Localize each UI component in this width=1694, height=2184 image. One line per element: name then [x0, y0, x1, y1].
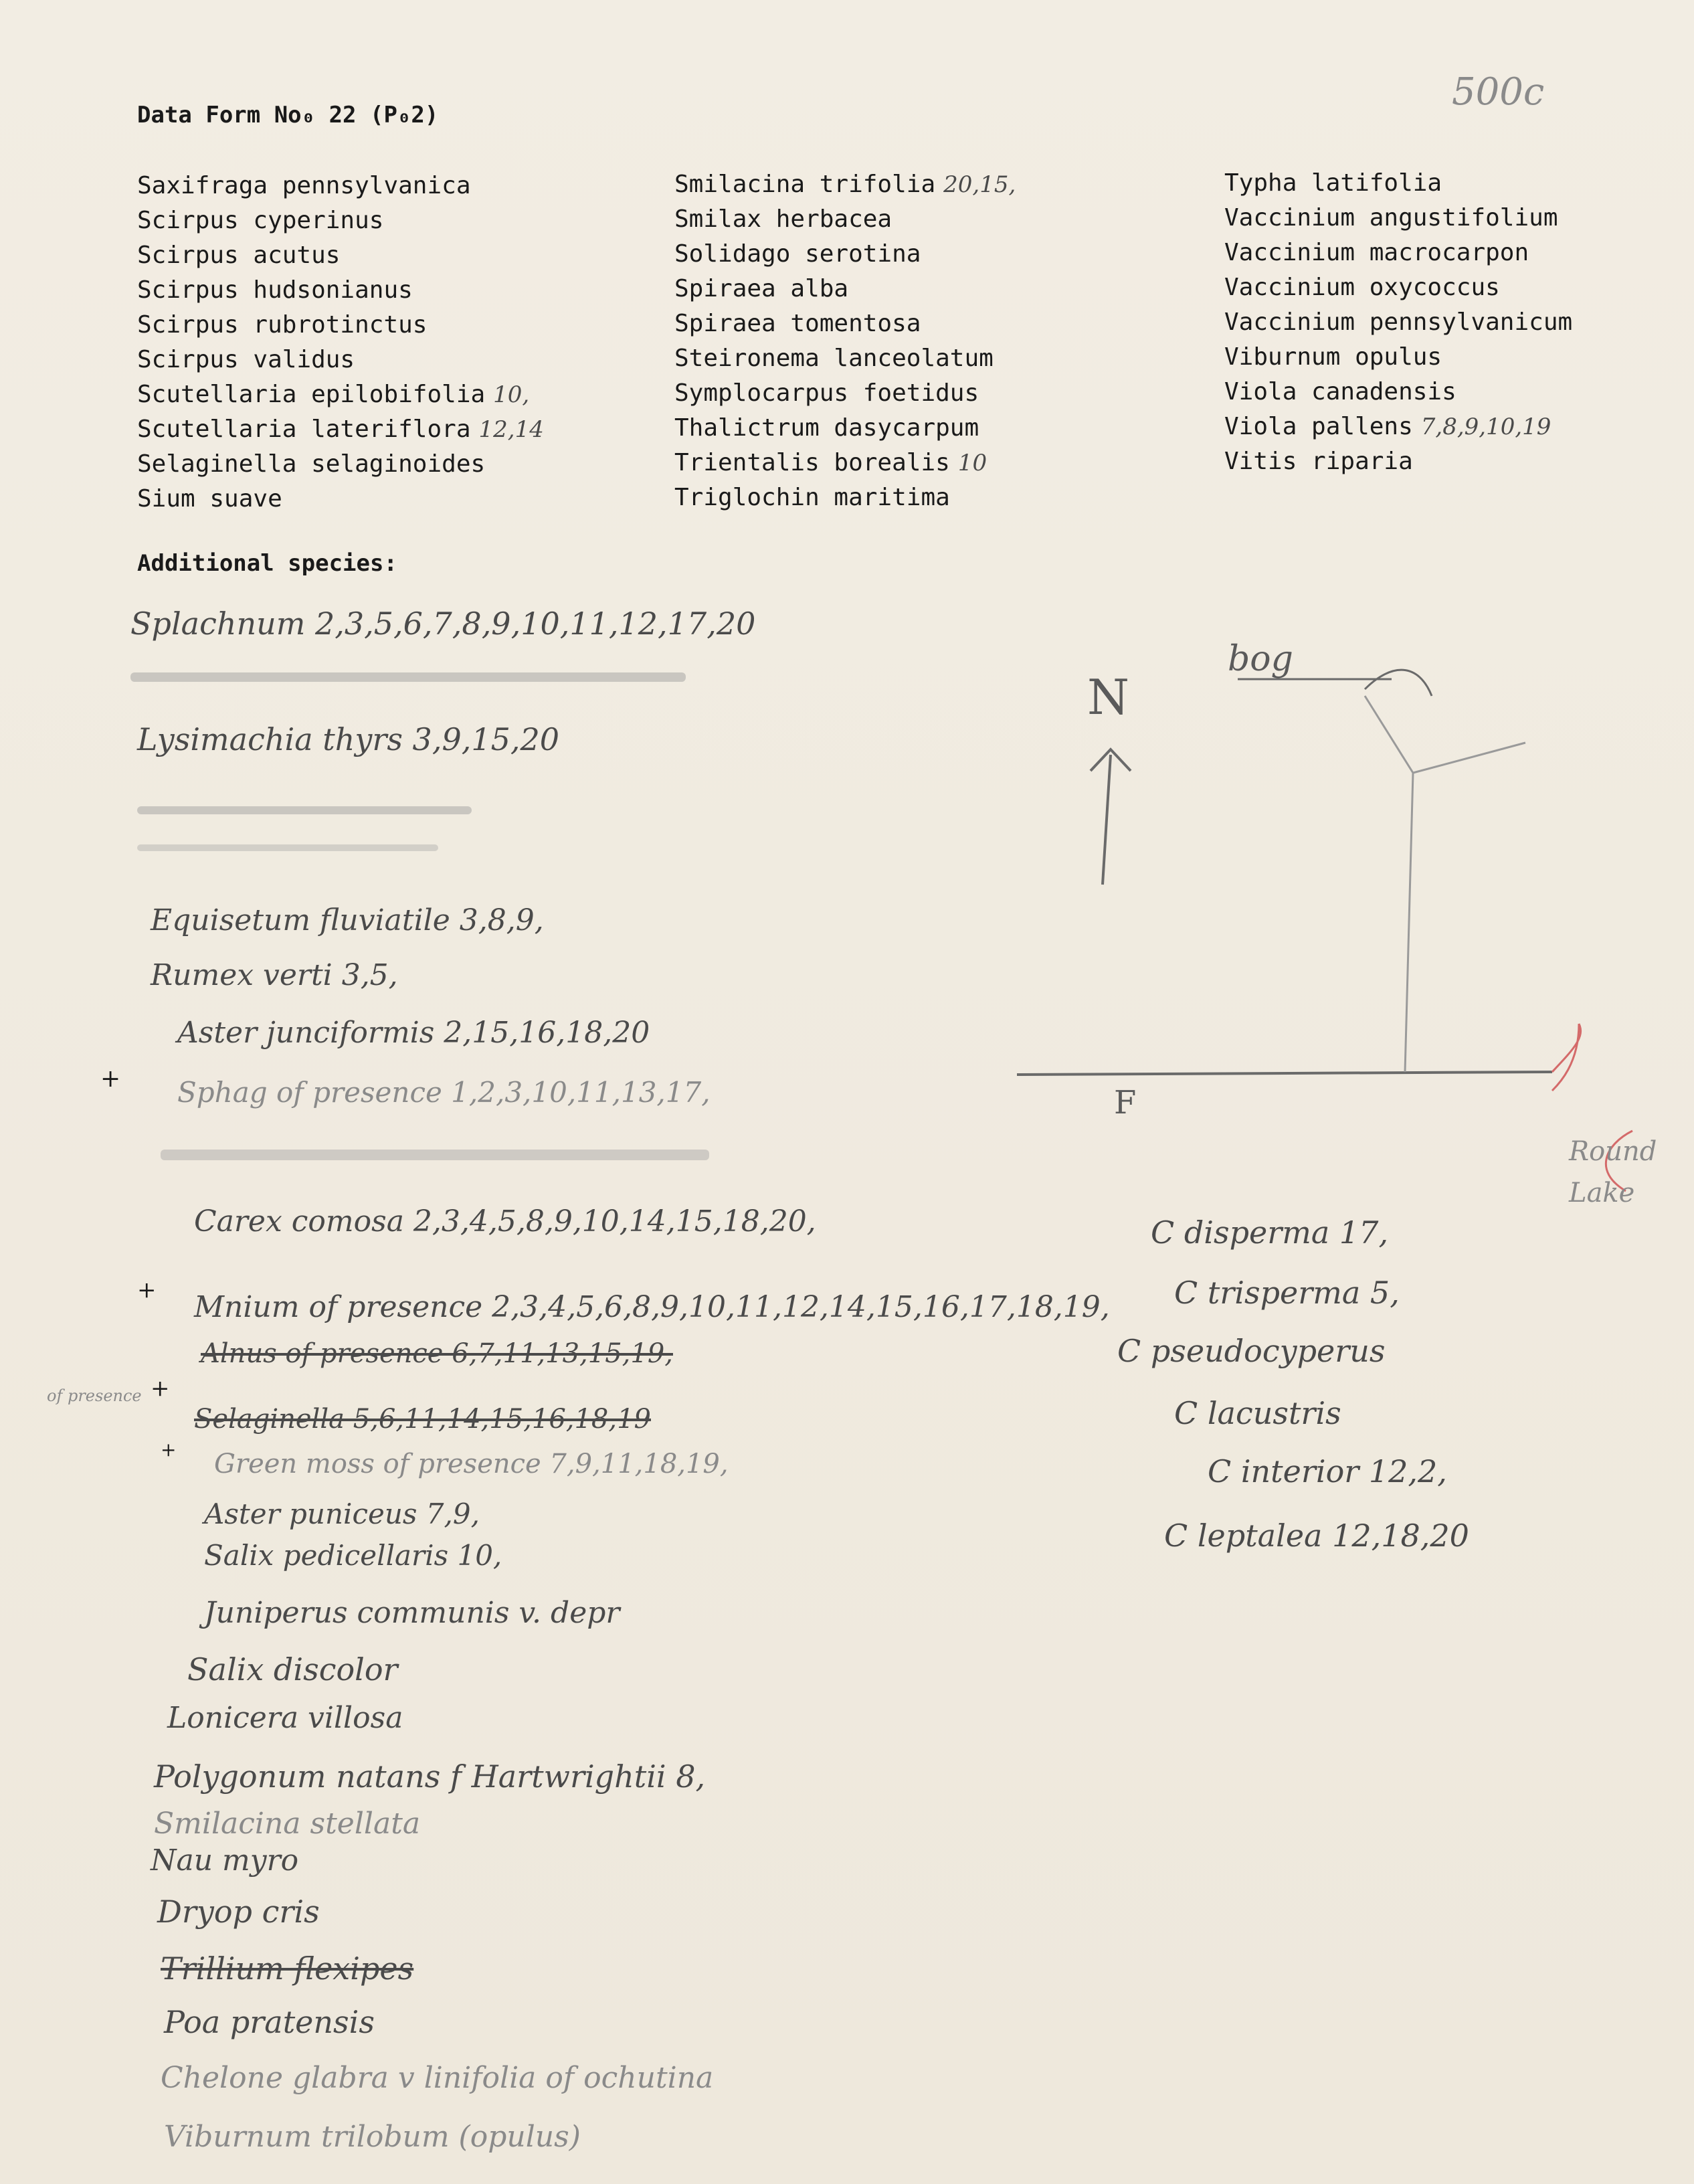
handwritten-entry: Trillium flexipes — [161, 1950, 414, 1987]
species-column-1 — [137, 169, 544, 517]
species-column-3 — [1224, 166, 1572, 479]
handwritten-entry: C lacustris — [1174, 1395, 1341, 1431]
handwritten-entry: C interior 12,2, — [1208, 1453, 1447, 1489]
path-line — [1405, 773, 1413, 1072]
species-item: Saxifraga pennsylvanica — [137, 172, 471, 199]
species-item: Viola pallens 7,8,9,10,19 — [1224, 413, 1551, 440]
handwritten-entry: Carex comosa 2,3,4,5,8,9,10,14,15,18,20, — [194, 1204, 816, 1239]
margin-plus: + — [161, 1439, 177, 1461]
corner-note: 500c — [1452, 70, 1545, 114]
erased-mark — [161, 1150, 709, 1160]
map-label-north: N — [1087, 669, 1129, 725]
species-item: Scirpus cyperinus — [137, 207, 384, 234]
baseline-road — [1017, 1072, 1552, 1075]
map-label-marker: F — [1114, 1084, 1137, 1121]
erased-mark — [137, 844, 438, 851]
species-item: Smilacina trifolia 20,15, — [674, 171, 1016, 198]
species-item: Smilax herbacea — [674, 205, 892, 233]
species-item: Scutellaria epilobifolia 10, — [137, 381, 530, 408]
north-arrow — [1103, 755, 1111, 885]
handwritten-entry: Dryop cris — [157, 1894, 320, 1930]
species-note: 10 — [957, 450, 987, 476]
handwritten-entry: Sphag of presence 1,2,3,10,11,13,17, — [177, 1076, 711, 1109]
additional-species-heading: Additional species: — [137, 550, 397, 577]
handwritten-entry: Salix discolor — [187, 1651, 398, 1688]
erased-mark — [137, 806, 472, 814]
species-item: Scirpus hudsonianus — [137, 276, 413, 304]
handwritten-entry: Polygonum natans f Hartwrightii 8, — [154, 1758, 706, 1795]
species-item: Viburnum opulus — [1224, 343, 1442, 371]
species-item: Vaccinium oxycoccus — [1224, 274, 1500, 301]
handwritten-entry: Poa pratensis — [164, 2004, 375, 2040]
map-label-bog: bog — [1228, 639, 1293, 679]
handwritten-entry: Salix pedicellaris 10, — [204, 1539, 502, 1572]
species-item: Scirpus rubrotinctus — [137, 311, 428, 339]
handwritten-entry: Equisetum fluviatile 3,8,9, — [151, 903, 544, 937]
handwritten-entry: Alnus of presence 6,7,11,13,15,19, — [201, 1338, 673, 1369]
handwritten-entry: Viburnum trilobum (opulus) — [164, 2120, 581, 2154]
species-note: 7,8,9,10,19 — [1420, 414, 1551, 440]
margin-plus: + — [151, 1375, 170, 1402]
handwritten-entry: Aster junciformis 2,15,16,18,20 — [177, 1016, 650, 1050]
species-item: Solidago serotina — [674, 240, 921, 268]
bog-arrow — [1365, 670, 1432, 696]
species-item: Vaccinium pennsylvanicum — [1224, 308, 1573, 336]
species-item: Trientalis borealis 10 — [674, 449, 987, 476]
map-label-lake: Round Lake — [1569, 1136, 1657, 1208]
handwritten-entry: C leptalea 12,18,20 — [1164, 1518, 1469, 1554]
species-note: 10, — [493, 381, 530, 408]
species-item: Selaginella selaginoides — [137, 450, 486, 478]
species-item: Viola canadensis — [1224, 378, 1456, 405]
handwritten-entry: Juniperus communis v. depr — [204, 1596, 620, 1630]
branch-line — [1365, 696, 1413, 773]
handwritten-entry: Mnium of presence 2,3,4,5,6,8,9,10,11,12,14,15,16,17,18,19, — [194, 1290, 1110, 1324]
handwritten-entry: Rumex verti 3,5, — [151, 958, 398, 992]
species-item: Scutellaria lateriflora 12,14 — [137, 416, 544, 443]
handwritten-entry: Selaginella 5,6,11,14,15,16,18,19 — [194, 1404, 651, 1435]
species-item: Symplocarpus foetidus — [674, 379, 979, 407]
species-item: Vaccinium angustifolium — [1224, 204, 1558, 232]
species-item: Typha latifolia — [1224, 169, 1442, 197]
species-item: Triglochin maritima — [674, 484, 950, 511]
handwritten-entry: Green moss of presence 7,9,11,18,19, — [214, 1449, 729, 1479]
species-column-2 — [674, 167, 1016, 515]
species-item: Spiraea alba — [674, 275, 849, 302]
species-note: 20,15, — [943, 171, 1016, 198]
handwritten-entry: Splachnum 2,3,5,6,7,8,9,10,11,12,17,20 — [130, 606, 756, 642]
handwritten-entry: C disperma 17, — [1151, 1214, 1389, 1251]
handwritten-entry: Chelone glabra v linifolia of ochutina — [161, 2061, 714, 2095]
species-item: Spiraea tomentosa — [674, 310, 921, 337]
margin-plus: + — [137, 1277, 157, 1303]
species-item: Vitis riparia — [1224, 448, 1413, 475]
species-item: Scirpus acutus — [137, 242, 341, 269]
handwritten-entry: Aster puniceus 7,9, — [204, 1497, 480, 1530]
branch-line — [1413, 743, 1525, 773]
species-item: Scirpus validus — [137, 346, 355, 373]
handwritten-entry: C trisperma 5, — [1174, 1275, 1400, 1311]
species-item: Steironema lanceolatum — [674, 345, 994, 372]
margin-note: of presence — [47, 1386, 142, 1405]
handwritten-entry: Lonicera villosa — [167, 1701, 403, 1735]
handwritten-entry: C pseudocyperus — [1117, 1333, 1386, 1369]
handwritten-entry: Smilacina stellata — [154, 1807, 421, 1841]
form-title: Data Form No₀ 22 (P₀2) — [137, 102, 439, 128]
erased-mark — [130, 672, 686, 682]
species-item: Sium suave — [137, 485, 282, 513]
handwritten-entry: Lysimachia thyrs 3,9,15,20 — [137, 721, 560, 757]
species-item: Vaccinium macrocarpon — [1224, 239, 1529, 266]
species-item: Thalictrum dasycarpum — [674, 414, 979, 442]
species-note: 12,14 — [478, 416, 544, 443]
margin-plus: + — [100, 1065, 121, 1093]
handwritten-entry: Nau myro — [151, 1843, 299, 1878]
